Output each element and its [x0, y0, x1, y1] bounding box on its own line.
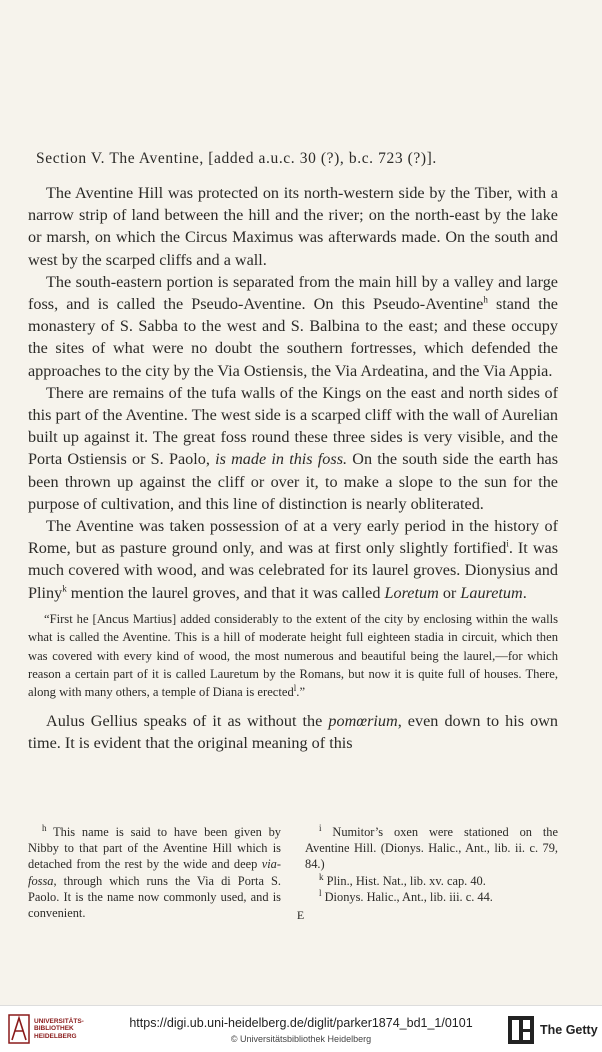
footnote-column-right: [305, 824, 558, 921]
library-name-line: UNIVERSITÄTS-: [34, 1018, 84, 1025]
text-span: “First he [Ancus Martius] added considerably to the extent of the city by enclosing within the walls what is called the Aventine. This is a hill of moderate height full eighteen stadia in circuit, which then was covered with every kind of wood, the most numerous and beautiful being the laurel,—for which reason a certain part of it is called Lauretum by the Romans, but now it is quite full of houses. There, along with many others, a temple of Diana is erected: [28, 611, 558, 700]
paragraph-1: The Aventine Hill was protected on its north-western side by the Tiber, with a narrow strip of land between the hill and the river; on the north-east by the lake or marsh, on which the Circus Maximus was afterwards made. On the south and west by the scarped cliffs and a wall.: [28, 184, 558, 269]
permalink-url[interactable]: https://digi.ub.uni-heidelberg.de/diglit/parker1874_bd1_1/0101: [129, 1016, 473, 1030]
text-span: , through which runs the Via di Porta S. Paolo. It is the name now commonly used, and is convenient.: [28, 873, 281, 921]
copyright-text: © Universitätsbibliothek Heidelberg: [230, 1034, 372, 1044]
block-quote: [28, 610, 558, 702]
text-span: On the south side the earth has been thrown up against the cliff or over it, to make a slope to the sun for the purpose of cultivation, and this line of distinction is nearly obliterated.: [28, 450, 559, 513]
footnote-ref-k[interactable]: k: [62, 583, 67, 594]
italic-text: Lauretum: [460, 583, 523, 602]
text-span: mention the laurel groves, and that it was called: [66, 583, 385, 602]
text-span: The Aventine was taken possession of at a very early period in the history of Rome, but as pasture ground only, and was at first only slightly fortified: [28, 517, 558, 558]
italic-text: pomœrium: [328, 711, 398, 730]
italic-text: Loretum: [384, 583, 439, 602]
library-name-line: HEIDELBERG: [34, 1032, 77, 1040]
text-span: This name is said to have been given by Nibby to that part of the Aventine Hill which is detached from the rest by the wide and deep: [28, 825, 281, 872]
footnote-k: [305, 873, 558, 889]
footnote-mark: h: [42, 822, 47, 833]
text-span: Plin., Hist. Nat., lib. xv. cap. 40.: [323, 873, 486, 888]
text-span: or: [438, 583, 461, 602]
text-span: .: [522, 583, 527, 602]
italic-text: is made in this foss.: [215, 450, 348, 469]
paragraph-2: [28, 271, 558, 382]
footnote-i: [305, 824, 558, 873]
main-text: [28, 182, 558, 754]
footnote-h: [28, 824, 281, 921]
footnote-ref-i[interactable]: i: [506, 538, 509, 549]
footnote-ref-h[interactable]: h: [483, 294, 488, 305]
paragraph-4: [28, 515, 558, 604]
text-span: , even down to his own time. It is evident that the original meaning of this: [28, 711, 559, 753]
text-span: Dionys. Halic., Ant., lib. iii. c. 44.: [321, 889, 493, 904]
footnote-l: [305, 889, 558, 905]
text-span: .”: [296, 685, 306, 700]
text-span: The south-eastern portion is separated from the main hill by a valley and large foss, and is called the Pseudo-Aventine. On this Pseudo-Aventine: [28, 272, 558, 314]
text-span: Aulus Gellius speaks of it as without the: [46, 711, 329, 730]
footnote-mark: i: [319, 822, 322, 833]
text-span: There are remains of the tufa walls of the Kings on the east and north sides of this part of the Aventine. The west side is a scarped cliff with the wall of Aurelian built up against it. The great foss round these three sides is very visible, and the Porta Ostiensis or S. Paolo,: [28, 383, 558, 469]
viewer-footer: [0, 1005, 602, 1052]
signature-mark: E: [296, 908, 306, 922]
paragraph-3: [28, 382, 558, 515]
quote-text: [28, 610, 558, 702]
footnotes: [28, 824, 558, 921]
footnote-ref-l[interactable]: l: [293, 683, 297, 694]
getty-label[interactable]: The Getty: [540, 1023, 598, 1037]
library-name-line: BIBLIOTHEK: [34, 1025, 74, 1033]
getty-logo-icon: [508, 1016, 534, 1044]
text-span: stand the monastery of S. Sabba to the west and S. Balbina to the east; and these occupy the sites of what were no doubt the southern fortresses, which defended the approaches to the city by the Via Ostiensis, the Via Ardeatina, and the Via Appia.: [28, 295, 558, 380]
footnote-mark: l: [319, 887, 322, 898]
footnote-column-left: [28, 824, 281, 921]
footnote-mark: k: [319, 871, 324, 882]
italic-text: via-fossa: [28, 857, 281, 888]
text-span: . It was much covered with wood, and was celebrated for its laurel groves. Dionysius and Pliny: [28, 539, 558, 602]
text-span: Numitor’s oxen were stationed on the Aventine Hill. (Dionys. Halic., Ant., lib. ii. c. 79, 84.): [305, 825, 558, 872]
paragraph-6: [28, 710, 558, 754]
section-heading: Section V. The Aventine, [added a.u.c. 30 (?), b.c. 723 (?)].: [36, 150, 437, 167]
